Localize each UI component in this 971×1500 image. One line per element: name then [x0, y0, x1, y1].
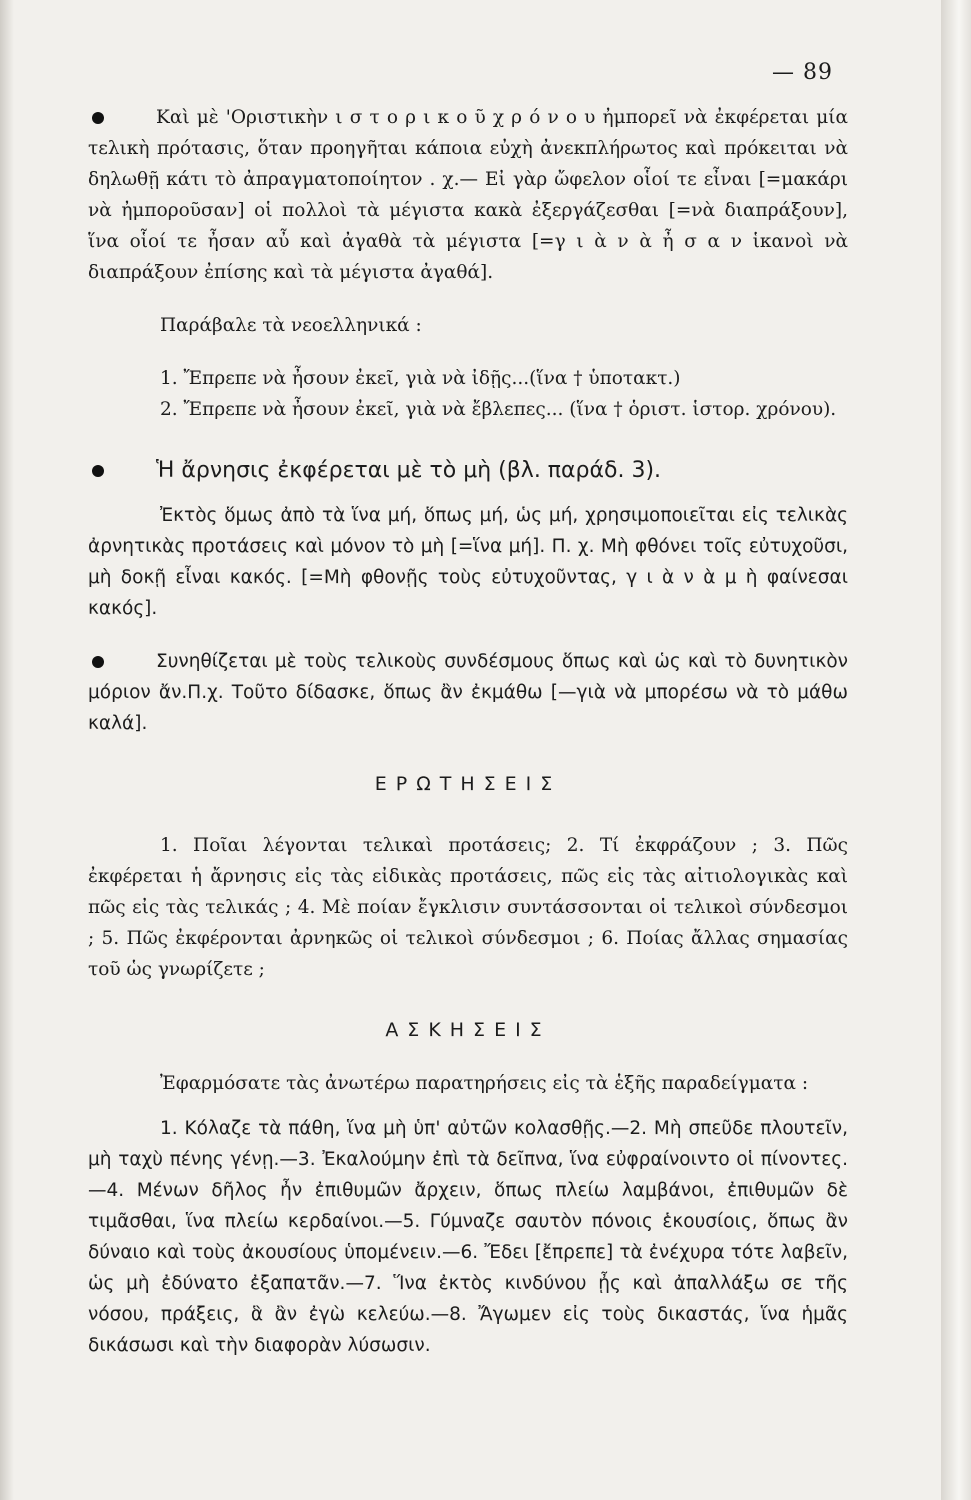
section-historic-indicative-text: Καὶ μὲ 'Οριστικὴν ι σ τ ο ρ ι κ ο ῦ χ ρ ό ν ο υ ἠμπορεῖ νὰ ἐκφέρεται μία τελικὴ πρότασις, ὅταν προηγῆται κάποια εὐχὴ ἀνεκπλήρωτος καὶ πρόκειται νὰ δηλωθῇ κάτι τὸ ἀπραγματοποίητον . χ.— Εἰ γὰρ ὤφελον οἷοί τε εἶναι [=μακάρι νὰ ἠμποροῦσαν] οἱ πολλοὶ τὰ μέγιστα κακὰ ἐξεργάζεσθαι [=νὰ διαπράξουν], ἵνα οἷοί τε ἦσαν αὖ καὶ ἀγαθὰ τὰ μέγιστα [=γ ι ὰ ν ὰ ἦ σ α ν ἱκανοὶ νὰ διαπράξουν ἐπίσης καὶ τὰ μέγιστα ἀγαθά].: [88, 107, 848, 283]
page-number: — 89: [772, 60, 833, 85]
page-shadow-left: [0, 0, 14, 1500]
exercises-text: 1. Κόλαζε τὰ πάθη, ἵνα μὴ ὑπ' αὐτῶν κολασθῇς.—2. Μὴ σπεῦδε πλουτεῖν, μὴ ταχὺ πένης γένῃ.—3. Ἐκαλούμην ἐπὶ τὰ δεῖπνα, ἵνα εὐφραίνοιντο οἱ πίνοντες.—4. Μένων δῆλος ἦν ἐπιθυμῶν ἄρχειν, ὅπως πλείω λαμβάνοι, ἐπιθυμῶν δὲ τιμᾶσθαι, ἵνα πλείω κερδαίνοι.—5. Γύμναζε σαυτὸν πόνοις ἑκουσίοις, ὅπως ἂν δύναιο καὶ τοὺς ἀκουσίους ὑπομένειν.—6. Ἔδει [ἔπρεπε] τὰ ἐνέχυρα τότε λαβεῖν, ὡς μὴ ἐδύνατο ἐξαπατᾶν.—7. Ἵνα ἐκτὸς κινδύνου ᾖς καὶ ἀπαλλάξω σε τῆς νόσου, πράξεις, ἃ ἂν ἐγὼ κελεύω.—8. Ἄγωμεν εἰς τοὺς δικαστάς, ἵνα ἡμᾶς δικάσωσι καὶ τὴν διαφορὰν λύσωσιν.: [88, 1118, 848, 1356]
section-negation-heading-text: Ἡ ἄρνησις ἐκφέρεται μὲ τὸ μὴ (βλ. παράδ. 3).: [156, 458, 662, 483]
bullet-icon: [92, 656, 104, 668]
compare-item-1: 1. Ἔπρεπε νὰ ἦσουν ἐκεῖ, γιὰ νὰ ἰδῇς...(ἵνα † ὑποτακτ.): [160, 368, 681, 389]
section-conjunctions-text: Συνηθίζεται μὲ τοὺς τελικοὺς συνδέσμους ὅπως καὶ ὡς καὶ τὸ δυνητικὸν μόριον ἄν.Π.χ. Τοῦτο δίδασκε, ὅπως ἂν ἐκμάθω [—γιὰ νὰ μπορέσω νὰ τὸ μάθω καλά].: [88, 651, 848, 734]
bullet-icon: [92, 465, 104, 477]
questions-text: 1. Ποῖαι λέγονται τελικαὶ προτάσεις; 2. Τί ἐκφράζουν ; 3. Πῶς ἐκφέρεται ἡ ἄρνησις εἰς τὰς εἰδικὰς προτάσεις, πῶς εἰς τὰς αἰτιολογικὰς καὶ πῶς εἰς τὰς τελικάς ; 4. Μὲ ποίαν ἔγκλισιν συντάσσονται οἱ τελικοὶ σύνδεσμοι ; 5. Πῶς ἐκφέρονται ἀρνηκῶς οἱ τελικοὶ σύνδεσμοι ; 6. Ποίας ἄλλας σημασίας τοῦ ὡς γνωρίζετε ;: [88, 835, 848, 980]
compare-label: Παράβαλε τὰ νεοελληνικά :: [160, 315, 422, 336]
section-historic-indicative: [88, 102, 848, 288]
section-negation-text: Ἐκτὸς ὅμως ἀπὸ τὰ ἵνα μή, ὅπως μή, ὡς μή, χρησιμοποιεῖται εἰς τελικὰς ἀρνητικὰς προτάσεις καὶ μόνον τὸ μὴ [=ἵνα μή]. Π. χ. Μὴ φθόνει τοῖς εὐτυχοῦσι, μὴ δοκῇ εἶναι κακός. [=Μὴ φθονῇς τοὺς εὐτυχοῦντας, γ ι ὰ ν ὰ μ ὴ φαίνεσαι κακός].: [88, 505, 848, 619]
compare-item-2: 2. Ἔπρεπε νὰ ἦσουν ἐκεῖ, γιὰ νὰ ἔβλεπες... (ἵνα † ὁριστ. ἱστορ. χρόνου).: [160, 399, 837, 420]
exercises-intro: Ἐφαρμόσατε τὰς ἀνωτέρω παρατηρήσεις εἰς τὰ ἑξῆς παραδείγματα :: [160, 1073, 809, 1094]
bullet-icon: [92, 112, 104, 124]
questions-heading: ΕΡΩΤΗΣΕΙΣ: [374, 773, 562, 795]
page-content: [88, 58, 848, 1361]
section-conjunctions: [88, 646, 848, 739]
exercises-heading: ΑΣΚΗΣΕΙΣ: [385, 1019, 551, 1041]
page-edge: [941, 0, 971, 1500]
section-negation-heading: [88, 455, 848, 486]
